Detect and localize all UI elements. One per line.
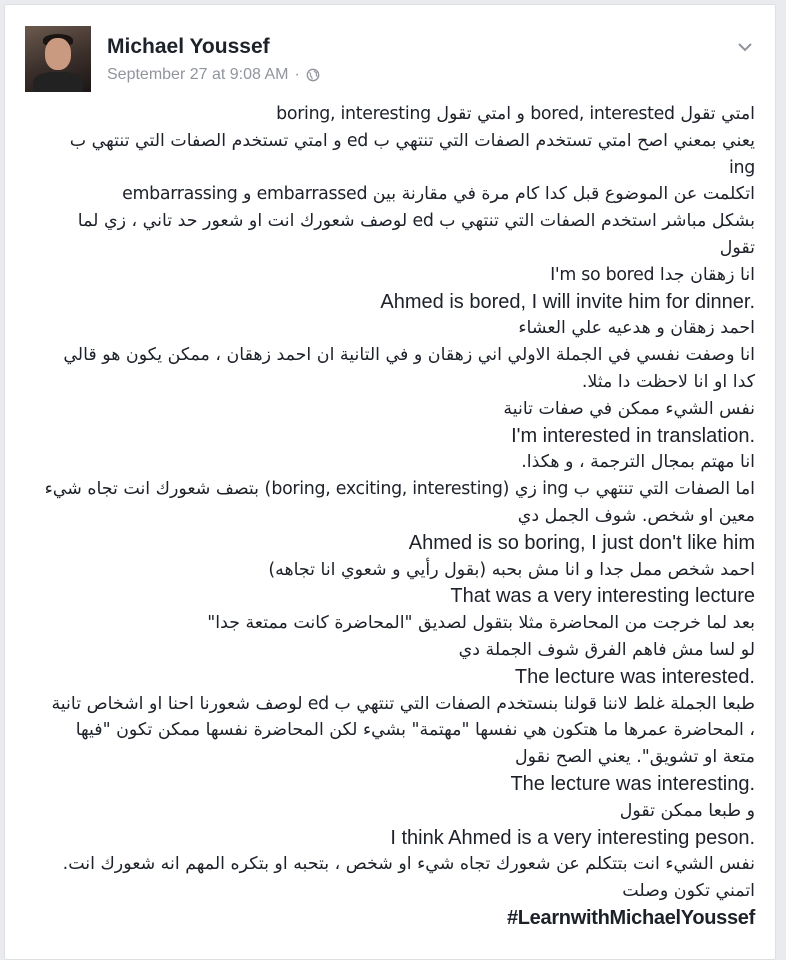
- post-line: انا وصفت نفسي في الجملة الاولي اني زهقان و في التانية ان احمد زهقان ، ممكن يكون هو قالي كدا او انا لاحظت دا مثلا.: [63, 345, 755, 392]
- post-line-english: The lecture was interesting.: [510, 772, 755, 795]
- post-line-english: I'm interested in translation.: [511, 424, 755, 447]
- post-line-english: Ahmed is bored, I will invite him for dinner.: [380, 290, 755, 313]
- post-body: [41, 101, 755, 933]
- post-line: نفس الشيء انت بتتكلم عن شعورك تجاه شيء او شخص ، بتحبه او بتكره المهم انه شعورك انت.: [62, 854, 755, 875]
- post-line: يعني بمعني اصح امتي تستخدم الصفات التي تنتهي ب ed و امتي تستخدم الصفات التي تنتهي ب ing: [69, 130, 755, 178]
- post-line: بعد لما خرجت من المحاضرة مثلا بتقول لصديق "المحاضرة كانت ممتعة جدا": [207, 613, 755, 634]
- post-line: احمد زهقان و هدعيه علي العشاء: [518, 318, 755, 339]
- post-line: اتكلمت عن الموضوع قبل كدا كام مرة في مقارنة بين embarrassed و embarrassing: [122, 184, 755, 205]
- post-line: امتي تقول bored, interested و امتي تقول boring, interesting: [276, 104, 755, 124]
- post-line: احمد شخص ممل جدا و انا مش بحبه (بقول رأيي و شعوي انا تجاهه): [268, 559, 755, 580]
- avatar-shirt: [33, 72, 83, 92]
- chevron-down-icon[interactable]: [737, 39, 753, 55]
- hashtag-link[interactable]: #LearnwithMichaelYoussef: [506, 906, 755, 929]
- post-line-english: Ahmed is so boring, I just don't like him: [408, 531, 755, 554]
- post-timestamp[interactable]: September 27 at 9:08 AM: [107, 66, 289, 83]
- post-line-english: The lecture was interested.: [514, 665, 755, 688]
- post-line: اما الصفات التي تنتهي ب ing زي (boring, exciting, interesting) بتصف شعورك انت تجاه شيء معين او شخص. شوف الجمل دي: [44, 479, 755, 526]
- post-line: انا زهقان جدا I'm so bored: [550, 264, 755, 285]
- post-line-english: I think Ahmed is a very interesting peson.: [390, 826, 755, 849]
- avatar-face: [45, 38, 71, 70]
- globe-icon[interactable]: [306, 68, 320, 82]
- author-name[interactable]: Michael Youssef: [107, 35, 270, 58]
- post-line: بشكل مباشر استخدم الصفات التي تنتهي ب ed لوصف شعورك انت او شعور حد تاني ، زي لما تقول: [77, 211, 755, 258]
- post-card: [4, 4, 776, 960]
- post-line: نفس الشيء ممكن في صفات تانية: [503, 398, 755, 419]
- post-line: انا مهتم بمجال الترجمة ، و هكذا.: [521, 452, 755, 473]
- post-line: لو لسا مش فاهم الفرق شوف الجملة دي: [458, 639, 755, 660]
- post-line: طبعا الجملة غلط لاننا قولنا بنستخدم الصفات التي تنتهي ب ed لوصف شعورنا احنا او اشخاص تانية ، المحاضرة عمرها ما هتكون هي نفسها "مهتمة" بشيء لكن المحاضرة نفسها ممكن تكون "فيها متعة او تشويق". يعني الصح نقول: [51, 693, 755, 768]
- post-line-english: That was a very interesting lecture: [450, 585, 755, 608]
- post-line: و طبعا ممكن تقول: [619, 800, 755, 821]
- author-avatar[interactable]: [25, 26, 91, 92]
- post-meta: [107, 66, 320, 84]
- post-line: اتمني تكون وصلت: [622, 881, 755, 902]
- meta-separator: ·: [294, 66, 300, 83]
